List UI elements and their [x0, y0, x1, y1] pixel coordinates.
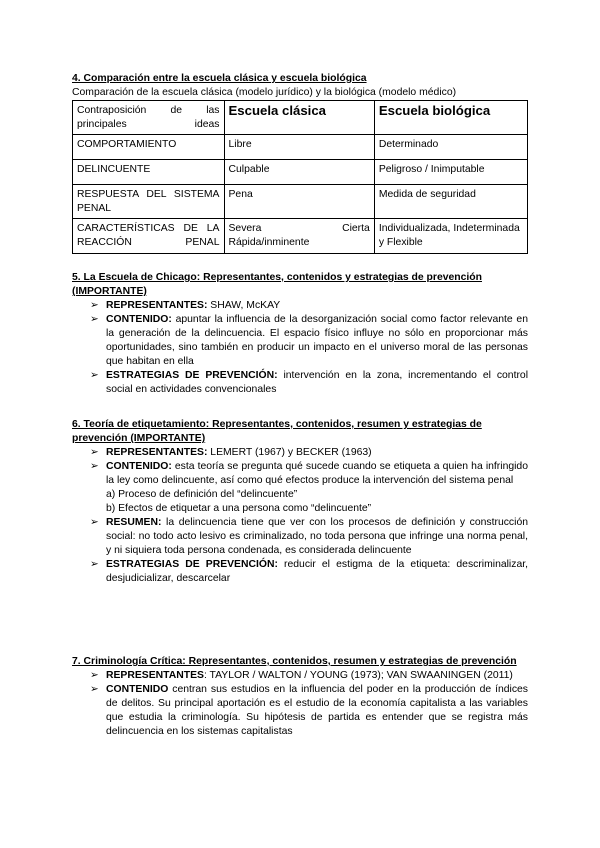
section-7-heading: 7. Criminología Crítica: Representantes, contenidos, resumen y estrategias de prevención — [72, 656, 517, 667]
bullet-arrow-icon: ➢ — [90, 314, 99, 325]
bullet-arrow-icon: ➢ — [90, 559, 99, 570]
bullet-arrow-icon: ➢ — [90, 670, 99, 681]
list-item — [72, 369, 528, 397]
item-text: : TAYLOR / WALTON / YOUNG (1973); VAN SWAANINGEN (2011) — [203, 670, 513, 681]
item-label: RESUMEN: — [106, 517, 162, 528]
item-label: ESTRATEGIAS DE PREVENCIÓN: — [106, 370, 278, 381]
item-text: intervención en la zona, incrementando el control social en actividades convencionales — [106, 370, 529, 395]
bullet-arrow-icon: ➢ — [90, 517, 99, 528]
table-row — [73, 135, 528, 160]
list-item — [72, 558, 528, 586]
table-cell: Peligroso / Inimputable — [374, 160, 527, 185]
section-6 — [72, 418, 528, 586]
table-cell: COMPORTAMIENTO — [73, 135, 225, 160]
table-header-row — [73, 101, 528, 135]
table-header-cell: Escuela clásica — [224, 101, 374, 135]
table-row — [73, 219, 528, 254]
table-row — [73, 160, 528, 185]
item-label: CONTENIDO: — [106, 314, 172, 325]
bullet-arrow-icon: ➢ — [90, 684, 99, 695]
item-label: REPRESENTANTES — [106, 670, 204, 681]
table-cell: RESPUESTA DEL SISTEMA PENAL — [73, 185, 225, 219]
list-item — [72, 313, 528, 369]
section-4-subtitle: Comparación de la escuela clásica (modelo jurídico) y la biológica (modelo médico) — [72, 87, 457, 98]
list-item — [72, 299, 528, 313]
table-header-cell: Contraposición de las principales ideas — [73, 101, 225, 135]
bullet-arrow-icon: ➢ — [90, 447, 99, 458]
section-7 — [72, 655, 528, 739]
bullet-arrow-icon: ➢ — [90, 300, 99, 311]
table-cell: Medida de seguridad — [374, 185, 527, 219]
list-item — [72, 683, 528, 739]
comparison-table — [72, 100, 528, 254]
section-5-heading: 5. La Escuela de Chicago: Representantes, contenidos y estrategias de prevención (IMPORTANTE) — [72, 272, 482, 297]
table-row — [73, 185, 528, 219]
table-cell: Determinado — [374, 135, 527, 160]
section-6-heading: 6. Teoría de etiquetamiento: Representantes, contenidos, resumen y estrategias de prevención (IMPORTANTE) — [72, 419, 482, 444]
table-cell: Culpable — [224, 160, 374, 185]
item-text: centran sus estudios en la influencia del poder en la producción de índices de delitos. Su principal aportación es el estudio de la economía capitalista a las variables que estudia la criminología. Su hipótesis de partida es entender que se registra más delincuencia en los sistemas capitalistas — [106, 684, 528, 737]
bullet-arrow-icon: ➢ — [90, 461, 99, 472]
list-item — [72, 516, 528, 558]
bullet-arrow-icon: ➢ — [90, 370, 99, 381]
table-cell: Pena — [224, 185, 374, 219]
table-cell: Libre — [224, 135, 374, 160]
item-label: REPRESENTANTES: — [106, 300, 208, 311]
item-text: apuntar la influencia de la desorganización social como factor relevante en la generación de la delincuencia. El espacio físico influye no sólo en proporcionar más oportunidades, sino también en producir un impacto en el universo moral de las personas que habitan en ella — [106, 314, 528, 367]
table-cell: Severa Cierta Rápida/inminente — [224, 219, 374, 254]
item-text: la delincuencia tiene que ver con los procesos de definición y construcción social: no todo acto lesivo es criminalizado, no toda persona que infringe una norma penal, y ni siquiera toda persona condenada, es considerada delincuente — [106, 517, 528, 556]
list-item — [72, 669, 528, 683]
section-4 — [72, 72, 528, 254]
list-item — [72, 446, 528, 460]
item-text: LEMERT (1967) y BECKER (1963) — [207, 447, 372, 458]
sub-item-a: a) Proceso de definición del “delincuente” — [106, 489, 298, 500]
table-cell: Individualizada, Indeterminada y Flexible — [374, 219, 527, 254]
item-label: CONTENIDO: — [106, 461, 172, 472]
item-label: ESTRATEGIAS DE PREVENCIÓN: — [106, 559, 278, 570]
item-label: CONTENIDO — [106, 684, 169, 695]
item-text: esta teoría se pregunta qué sucede cuando se etiqueta a quien ha infringido la ley como delincuente, así como qué efectos produce la intervención del sistema penal — [106, 461, 528, 486]
section-5 — [72, 271, 528, 397]
list-item — [72, 460, 528, 488]
table-header-cell: Escuela biológica — [374, 101, 527, 135]
item-text: reducir el estigma de la etiqueta: descriminalizar, desjudicializar, descarcelar — [106, 559, 528, 584]
table-cell: DELINCUENTE — [73, 160, 225, 185]
item-text: SHAW, McKAY — [207, 300, 281, 311]
item-label: REPRESENTANTES: — [106, 447, 208, 458]
section-4-heading: 4. Comparación entre la escuela clásica y escuela biológica — [72, 73, 367, 84]
table-cell: CARACTERÍSTICAS DE LA REACCIÓN PENAL — [73, 219, 225, 254]
sub-item-b: b) Efectos de etiquetar a una persona como “delincuente” — [106, 503, 372, 514]
